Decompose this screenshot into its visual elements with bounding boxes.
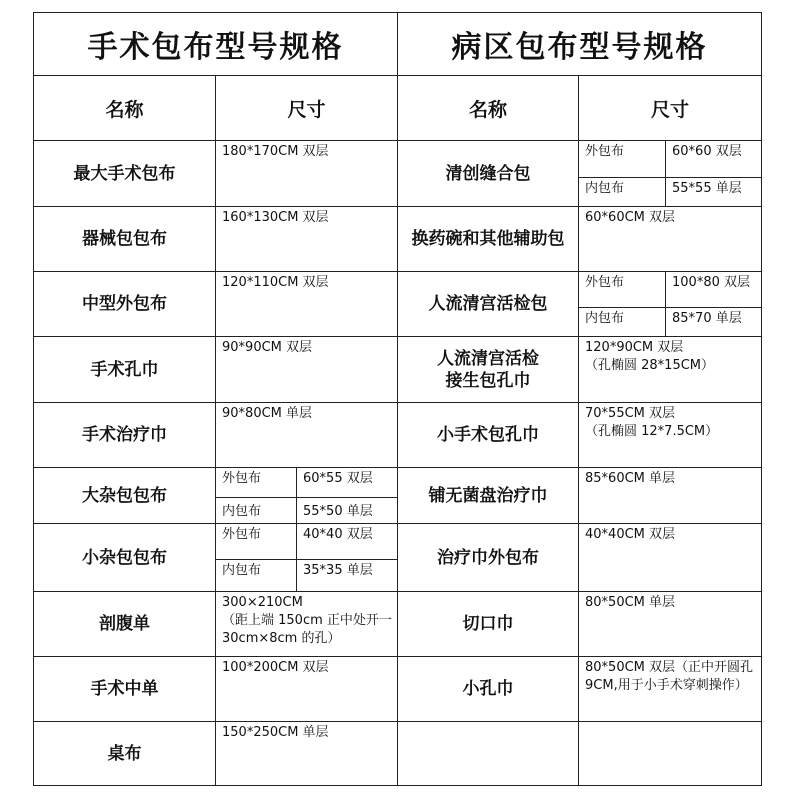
surgical-wrap-panel <box>33 12 397 786</box>
item-size: 40*40CM 双层 <box>579 524 762 592</box>
column-header-size: 尺寸 <box>216 76 398 141</box>
item-name: 大杂包包布 <box>34 468 216 524</box>
outer-wrap-label: 外包布 <box>216 468 297 498</box>
inner-wrap-label: 内包布 <box>579 308 666 337</box>
item-size-empty <box>579 722 762 786</box>
size-line: 120*90CM 双层 <box>585 340 684 355</box>
item-size: 80*50CM 单层 <box>579 592 762 657</box>
item-size: 85*60CM 单层 <box>579 468 762 524</box>
item-size: 160*130CM 双层 <box>216 207 398 272</box>
outer-wrap-label: 外包布 <box>216 524 297 560</box>
item-name <box>398 337 579 403</box>
size-line: 9CM,用于小手术穿刺操作） <box>585 678 748 693</box>
outer-wrap-size: 100*80 双层 <box>666 272 762 308</box>
inner-wrap-label: 内包布 <box>216 498 297 524</box>
size-line: 80*50CM 双层（正中开圆孔 <box>585 660 754 675</box>
item-size: 60*60CM 双层 <box>579 207 762 272</box>
size-line: 30cm×8cm 的孔） <box>222 631 341 646</box>
item-size <box>579 337 762 403</box>
item-size: 90*90CM 双层 <box>216 337 398 403</box>
outer-wrap-label: 外包布 <box>579 141 666 178</box>
item-name: 小杂包包布 <box>34 524 216 592</box>
item-name: 中型外包布 <box>34 272 216 337</box>
inner-wrap-size: 55*50 单层 <box>297 498 398 524</box>
item-name: 治疗巾外包布 <box>398 524 579 592</box>
item-size <box>216 592 398 657</box>
item-size: 120*110CM 双层 <box>216 272 398 337</box>
item-name: 小手术包孔巾 <box>398 403 579 468</box>
item-name: 小孔巾 <box>398 657 579 722</box>
inner-wrap-label: 内包布 <box>216 560 297 592</box>
spec-sheet <box>33 12 761 786</box>
inner-wrap-size: 35*35 单层 <box>297 560 398 592</box>
item-size: 180*170CM 双层 <box>216 141 398 207</box>
item-name: 最大手术包布 <box>34 141 216 207</box>
size-line: （距上端 150cm 正中处开一 <box>222 613 392 628</box>
size-line: （孔椭圆 28*15CM） <box>585 358 715 373</box>
item-size: 150*250CM 单层 <box>216 722 398 786</box>
table-title: 病区包布型号规格 <box>398 13 762 76</box>
column-header-name: 名称 <box>34 76 216 141</box>
name-line: 人流清宫活检 <box>437 348 539 369</box>
ward-wrap-table <box>397 12 762 786</box>
inner-wrap-label: 内包布 <box>579 178 666 207</box>
name-line: 接生包孔巾 <box>445 370 531 391</box>
outer-wrap-size: 60*55 双层 <box>297 468 398 498</box>
item-name: 人流清宫活检包 <box>398 272 579 337</box>
outer-wrap-size: 40*40 双层 <box>297 524 398 560</box>
item-name: 器械包包布 <box>34 207 216 272</box>
item-name-empty <box>398 722 579 786</box>
item-name: 桌布 <box>34 722 216 786</box>
item-name: 手术治疗巾 <box>34 403 216 468</box>
size-line: 70*55CM 双层 <box>585 406 676 421</box>
item-name: 手术孔巾 <box>34 337 216 403</box>
surgical-wrap-table <box>33 12 398 786</box>
outer-wrap-size: 60*60 双层 <box>666 141 762 178</box>
item-name: 铺无菌盘治疗巾 <box>398 468 579 524</box>
item-name: 剖腹单 <box>34 592 216 657</box>
size-line: （孔椭圆 12*7.5CM） <box>585 424 719 439</box>
item-size: 90*80CM 单层 <box>216 403 398 468</box>
item-name: 清创缝合包 <box>398 141 579 207</box>
item-name: 切口巾 <box>398 592 579 657</box>
table-title: 手术包布型号规格 <box>34 13 398 76</box>
item-name: 手术中单 <box>34 657 216 722</box>
item-size <box>579 657 762 722</box>
outer-wrap-label: 外包布 <box>579 272 666 308</box>
inner-wrap-size: 55*55 单层 <box>666 178 762 207</box>
column-header-name: 名称 <box>398 76 579 141</box>
size-line: 300×210CM <box>222 595 303 610</box>
item-name: 换药碗和其他辅助包 <box>398 207 579 272</box>
ward-wrap-panel <box>397 12 761 786</box>
item-size <box>579 403 762 468</box>
column-header-size: 尺寸 <box>579 76 762 141</box>
item-size: 100*200CM 双层 <box>216 657 398 722</box>
inner-wrap-size: 85*70 单层 <box>666 308 762 337</box>
